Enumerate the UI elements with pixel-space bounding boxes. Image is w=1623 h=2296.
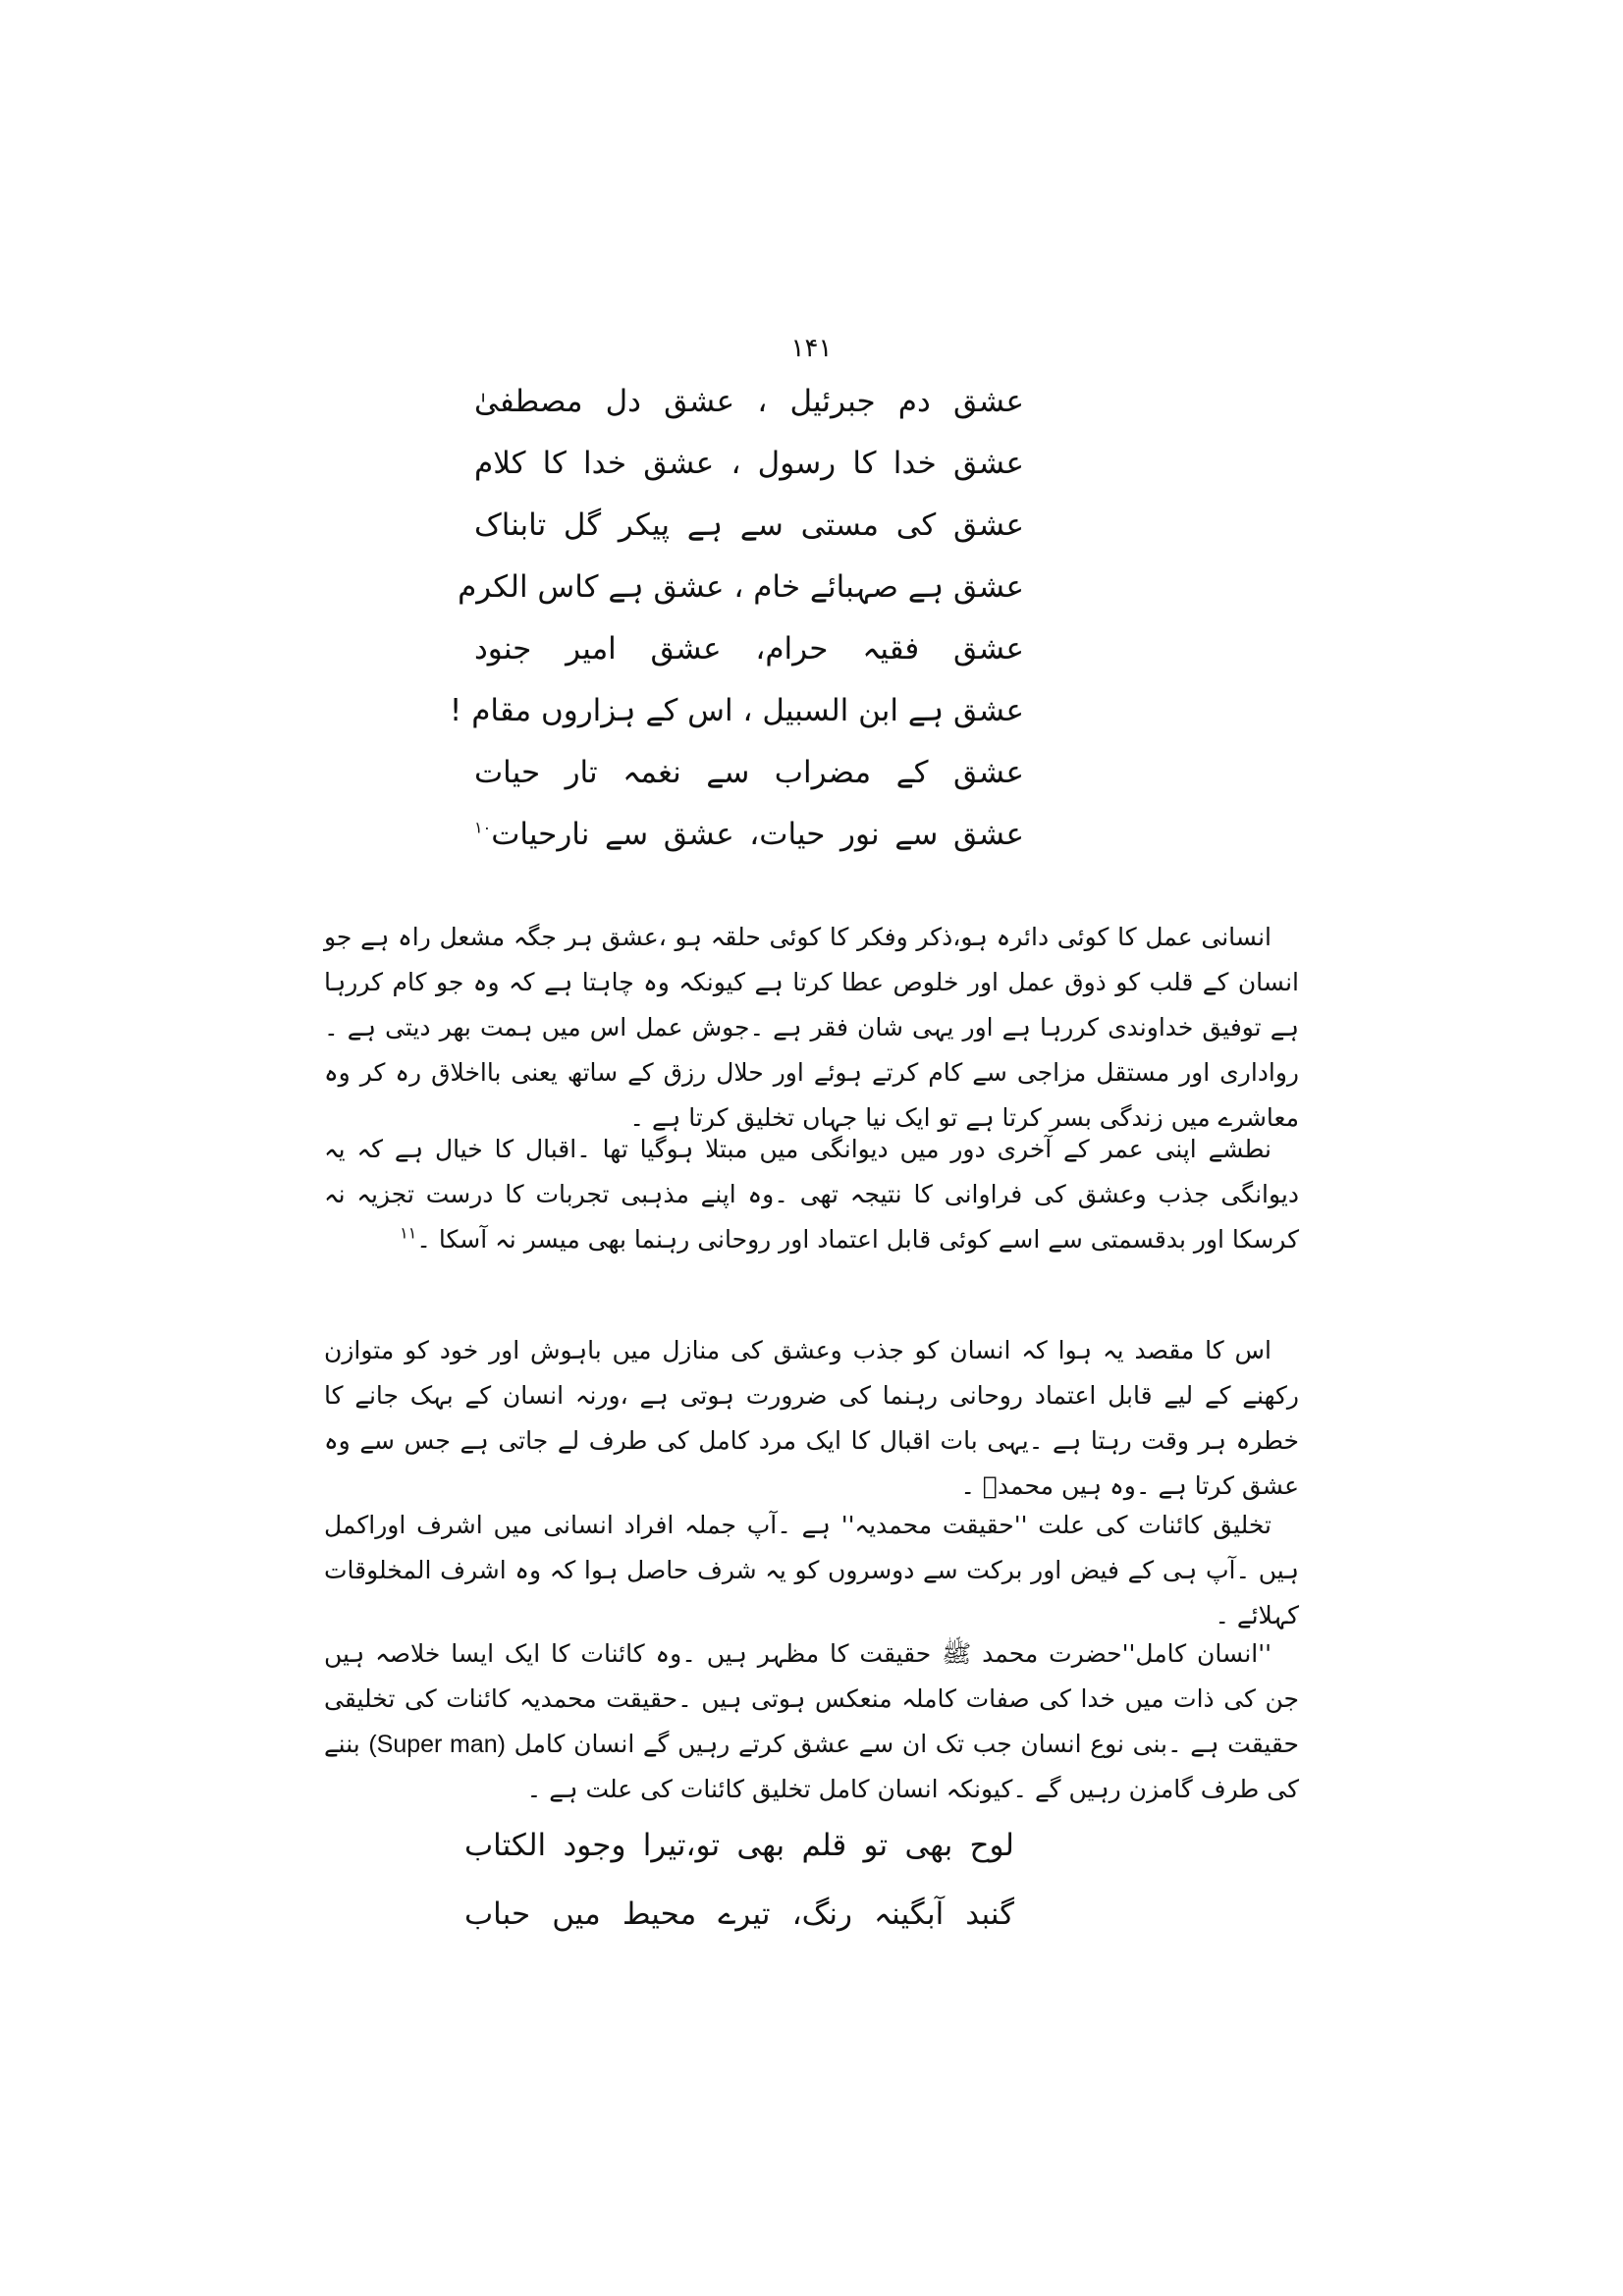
verse-line: عشق کے مضراب سے نغمہ تار حیات (474, 755, 1024, 790)
paragraph (324, 1503, 1299, 1638)
verse-line: عشق ہے ابن السبیل ، اس کے ہزاروں مقام ! (449, 693, 1024, 728)
paragraph-text: اس کا مقصد یہ ہوا کہ انسان کو جذب وعشق کی منازل میں باہوش اور خود کو متوازن رکھنے کے لیے قابل اعتماد روحانی رہنما کی ضرورت ہوتی ہے ،ورنہ انسان کے بہک جانے کا خطرہ ہر وقت رہتا ہے ۔یہی بات اقبال کا ایک مرد کامل کی طرف لے جاتی ہے جس سے وہ عشق کرتا ہے ۔وہ ہیں محمدؐ ۔ (324, 1336, 1299, 1500)
paragraph-text-with-footnote (324, 1127, 1299, 1262)
paragraph-text: تخلیق کائنات کی علت ''حقیقت محمدیہ'' ہے ۔آپ جملہ افراد انسانی میں اشرف اوراکمل ہیں ۔آپ ہی کے فیض اور برکت سے دوسروں کو یہ شرف حاصل ہوا کہ وہ اشرف المخلوقات کہلائے ۔ (324, 1511, 1299, 1629)
verse-line: عشق کی مستی سے ہے پیکر گل تابناک (474, 507, 1024, 543)
verse-block-bottom (464, 1811, 1014, 1949)
paragraph-text: بننے کی طرف گامزن رہیں گے ۔کیونکہ انسان کامل تخلیق کائنات کی علت ہے ۔ (324, 1730, 1299, 1803)
paragraph-text: نطشے اپنی عمر کے آخری دور میں دیوانگی میں مبتلا ہوگیا تھا ۔اقبال کا خیال ہے کہ یہ دیوانگی جذب وعشق کی فراوانی کا نتیجہ تھی ۔وہ اپنے مذہبی تجربات کا درست تجزیہ نہ کرسکا اور بدقسمتی سے اسے کوئی قابل اعتماد اور روحانی رہنما بھی میسر نہ آسکا ۔ (324, 1135, 1299, 1254)
paragraph (324, 1631, 1299, 1812)
footnote-marker: ۱۰ (474, 818, 492, 837)
verse-line: عشق فقیہ حرام، عشق امیر جنود (474, 631, 1024, 667)
verse-line-text: عشق سے نور حیات، عشق سے نارحیات (491, 817, 1024, 852)
verse-block-top (449, 371, 1024, 866)
paragraph (324, 1127, 1299, 1262)
verse-line: عشق ہے صہبائے خام ، عشق ہے کاس الکرم (458, 569, 1024, 605)
paragraph-text: ''انسان کامل''حضرت محمد ﷺ حقیقت کا مظہر ہیں ۔وہ کائنات کا ایک ایسا خلاصہ ہیں جن کی ذات میں خدا کی صفات کاملہ منعکس ہوتی ہیں ۔حقیقت محمدیہ کائنات کی تخلیقی حقیقت ہے ۔بنی نوع انسان جب تک ان سے عشق کرتے رہیں گے انسان کامل (324, 1639, 1299, 1758)
verse-line-with-footnote (474, 804, 1024, 866)
verse-line: لوح بھی تو قلم بھی تو،تیرا وجود الکتاب (464, 1828, 1014, 1863)
verse-line: عشق خدا کا رسول ، عشق خدا کا کلام (474, 446, 1024, 481)
footnote-marker: ۱۱ (400, 1223, 417, 1243)
verse-line: گنبد آبگینہ رنگ، تیرے محیط میں حباب (464, 1896, 1014, 1932)
verse-line: عشق دم جبرئیل ، عشق دل مصطفیٰ (474, 384, 1024, 419)
paragraph-text-mixed (324, 1631, 1299, 1812)
paragraph (324, 1328, 1299, 1509)
paragraph (324, 915, 1299, 1141)
paragraph-text: انسانی عمل کا کوئی دائرہ ہو،ذکر وفکر کا کوئی حلقہ ہو ،عشق ہر جگہ مشعل راہ ہے جو انسان کے قلب کو ذوق عمل اور خلوص عطا کرتا ہے کیونکہ وہ چاہتا ہے کہ وہ جو کام کررہا ہے توفیق خداوندی کررہا ہے اور یہی شان فقر ہے ۔جوش عمل اس میں ہمت بھر دیتی ہے ۔رواداری اور مستقل مزاجی سے کام کرتے ہوئے اور حلال رزق کے ساتھ یعنی بااخلاق رہ کر وہ معاشرے میں زندگی بسر کرتا ہے تو ایک نیا جہاں تخلیق کرتا ہے ۔ (324, 923, 1299, 1132)
latin-term: (Super man) (368, 1731, 506, 1758)
page-number: ۱۴۱ (790, 334, 833, 363)
